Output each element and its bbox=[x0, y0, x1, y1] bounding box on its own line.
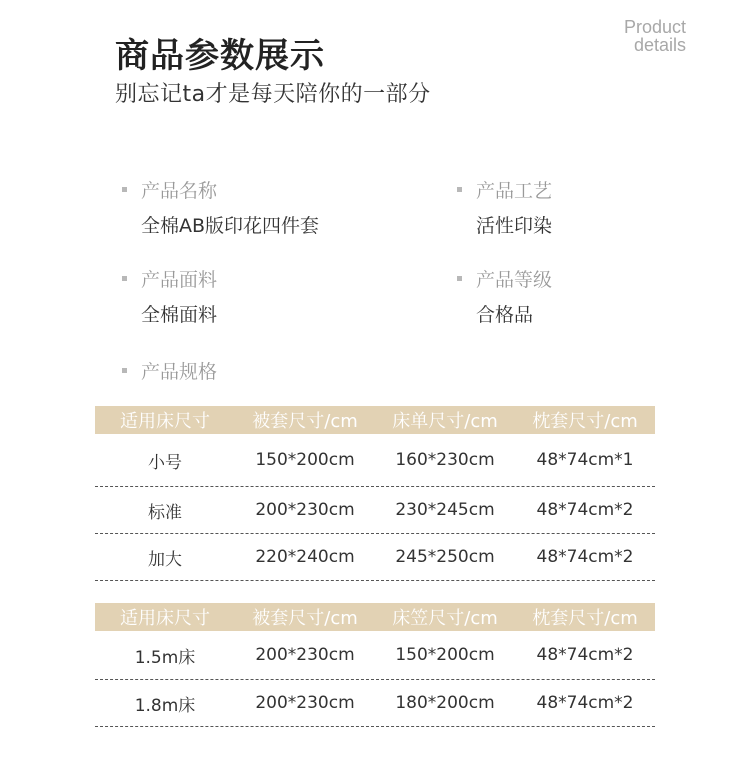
spec-value: 全棉面料 bbox=[141, 304, 218, 326]
table-cell: 160*230cm bbox=[395, 450, 495, 470]
table-cell: 1.5m床 bbox=[134, 647, 196, 668]
brand-line-1: Product bbox=[623, 17, 686, 37]
table-row bbox=[95, 434, 655, 487]
table-cell: 48*74cm*2 bbox=[536, 547, 634, 567]
spec-value: 活性印染 bbox=[476, 215, 553, 237]
spec-label: 产品面料 bbox=[141, 269, 218, 291]
table-cell: 200*230cm bbox=[255, 693, 355, 713]
table-header-cell: 被套尺寸/cm bbox=[252, 608, 358, 629]
size-table-fitted bbox=[95, 603, 655, 727]
table-row bbox=[95, 680, 655, 727]
table-header-cell: 床笠尺寸/cm bbox=[392, 608, 498, 629]
spec-product-fabric bbox=[120, 265, 217, 327]
table-row bbox=[95, 534, 655, 581]
table-cell: 200*230cm bbox=[255, 645, 355, 665]
bullet-icon bbox=[457, 276, 462, 281]
table-header-cell: 床单尺寸/cm bbox=[392, 411, 498, 432]
spec-product-size bbox=[120, 357, 217, 384]
spec-product-craft bbox=[455, 176, 552, 238]
table-header bbox=[95, 603, 655, 631]
spec-label: 产品名称 bbox=[141, 180, 218, 202]
bullet-icon bbox=[122, 276, 127, 281]
table-cell: 150*200cm bbox=[255, 450, 355, 470]
table-row bbox=[95, 631, 655, 680]
table-header-cell: 适用床尺寸 bbox=[120, 411, 210, 432]
table-header-cell: 枕套尺寸/cm bbox=[532, 608, 638, 629]
bullet-icon bbox=[122, 187, 127, 192]
table-cell: 标准 bbox=[148, 502, 182, 523]
table-header-cell: 被套尺寸/cm bbox=[252, 411, 358, 432]
spec-value: 全棉AB版印花四件套 bbox=[141, 215, 320, 237]
page-title: 商品参数展示 bbox=[115, 36, 325, 76]
table-cell: 180*200cm bbox=[395, 693, 495, 713]
table-cell: 加大 bbox=[148, 549, 182, 570]
table-header-cell: 枕套尺寸/cm bbox=[532, 411, 638, 432]
spec-value: 合格品 bbox=[476, 304, 534, 326]
table-cell: 48*74cm*2 bbox=[536, 500, 634, 520]
table-cell: 200*230cm bbox=[255, 500, 355, 520]
table-cell: 1.8m床 bbox=[134, 695, 196, 716]
table-header bbox=[95, 406, 655, 434]
table-cell: 小号 bbox=[148, 452, 182, 473]
table-cell: 220*240cm bbox=[255, 547, 355, 567]
spec-product-name bbox=[120, 176, 319, 238]
table-cell: 150*200cm bbox=[395, 645, 495, 665]
spec-label: 产品等级 bbox=[476, 269, 553, 291]
bullet-icon bbox=[457, 187, 462, 192]
table-cell: 245*250cm bbox=[395, 547, 495, 567]
table-cell: 48*74cm*2 bbox=[536, 645, 634, 665]
brand-line-2: details bbox=[633, 35, 686, 55]
spec-product-grade bbox=[455, 265, 552, 327]
page-subtitle: 别忘记ta才是每天陪你的一部分 bbox=[115, 82, 431, 107]
table-cell: 48*74cm*1 bbox=[536, 450, 634, 470]
table-header-cell: 适用床尺寸 bbox=[120, 608, 210, 629]
table-cell: 48*74cm*2 bbox=[536, 693, 634, 713]
spec-label: 产品工艺 bbox=[476, 180, 553, 202]
bullet-icon bbox=[122, 368, 127, 373]
brand-watermark bbox=[624, 18, 686, 54]
table-row bbox=[95, 487, 655, 534]
table-cell: 230*245cm bbox=[395, 500, 495, 520]
size-table-sheet bbox=[95, 406, 655, 581]
spec-label: 产品规格 bbox=[141, 361, 218, 383]
